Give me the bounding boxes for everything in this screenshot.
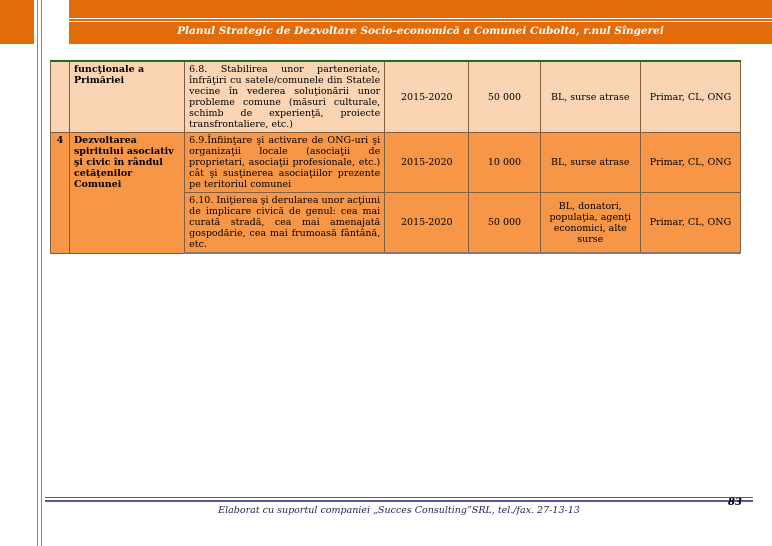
period-cell: 2015-2020 xyxy=(385,193,469,254)
strategic-area: funcţionale a Primăriei xyxy=(69,61,184,133)
funding-source-cell: BL, surse atrase xyxy=(540,61,640,133)
strategy-table xyxy=(50,60,741,254)
page-header xyxy=(69,0,772,44)
left-margin-accent xyxy=(0,0,34,44)
funding-source-cell: BL, surse atrase xyxy=(540,133,640,193)
header-rule xyxy=(69,18,772,19)
margin-line xyxy=(37,0,38,546)
responsible-cell: Primar, CL, ONG xyxy=(640,61,740,133)
footer-rule xyxy=(45,500,753,502)
row-number xyxy=(51,61,70,133)
period-cell: 2015-2020 xyxy=(385,133,469,193)
cost-cell: 50 000 xyxy=(469,61,540,133)
footer-text: Elaborat cu suportul companiei „Succes Consulting”SRL, tel./fax. 27-13-13 xyxy=(218,505,580,516)
cost-cell: 10 000 xyxy=(469,133,540,193)
action-text: 6.10. Iniţierea şi derularea unor acţiuni de implicare civică de genul: cea mai curată stradă, cea mai amenajată gospodărie, cea mai frumoasă fântână, etc. xyxy=(185,193,385,254)
responsible-cell: Primar, CL, ONG xyxy=(640,193,740,254)
table-row xyxy=(51,61,741,133)
table-row xyxy=(51,133,741,193)
page-number: 83 xyxy=(728,497,742,508)
action-text: 6.9.Înfiinţare şi activare de ONG-uri şi organizaţii locale (asociaţii de proprietari, asociaţii profesionale, etc.) cât şi susţinerea asociaţiilor prezente pe teritoriul comunei xyxy=(185,133,385,193)
margin-line xyxy=(41,0,42,546)
period-cell: 2015-2020 xyxy=(385,61,469,133)
footer-rule xyxy=(45,497,753,498)
header-rule xyxy=(69,21,772,22)
row-number: 4 xyxy=(51,133,70,254)
strategic-area: Dezvoltarea spiritului asociativ şi civic în rândul cetăţenilor Comunei xyxy=(69,133,184,254)
responsible-cell: Primar, CL, ONG xyxy=(640,133,740,193)
action-text: 6.8. Stabilirea unor parteneriate, înfrăţiri cu satele/comunele din Statele vecine în vederea soluţionării unor probleme comune (măsuri culturale, schimb de experienţă, proiecte transfrontaliere, etc.) xyxy=(185,61,385,133)
header-title: Planul Strategic de Dezvoltare Socio-economică a Comunei Cubolta, r.nul Sîngerei xyxy=(177,25,664,37)
cost-cell: 50 000 xyxy=(469,193,540,254)
funding-source-cell: BL, donatori, populaţia, agenţi economici, alte surse xyxy=(540,193,640,254)
